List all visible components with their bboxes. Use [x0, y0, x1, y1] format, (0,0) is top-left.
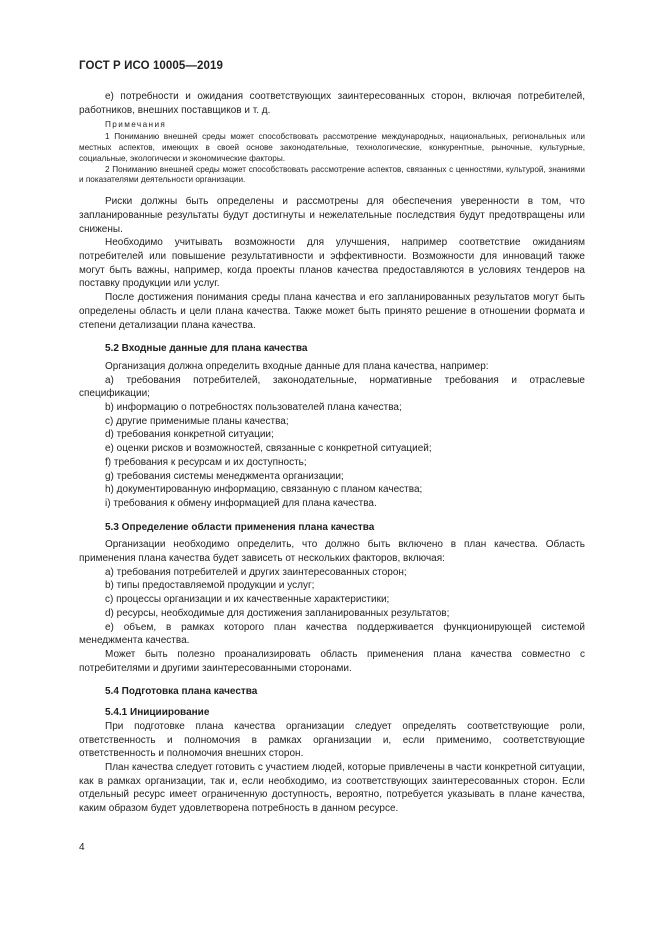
list-item: e) оценки рисков и возможностей, связанные с конкретной ситуацией;: [105, 443, 432, 455]
section-5-4-1-paragraph-1: При подготовке плана качества организации следует определять соответствующие роли, ответственность и полномочия в рамках организации и, если применимо, соответствующие ответственность и полномочия внешних сторон.: [79, 720, 585, 760]
list-item-e-stakeholders: e) потребности и ожидания соответствующих заинтересованных сторон, включая потребителей, работников, внешних поставщиков и т. д.: [79, 91, 585, 116]
notes-block: [79, 120, 585, 186]
page-number: 4: [79, 842, 85, 853]
list-item: b) информацию о потребностях пользователей плана качества;: [105, 402, 402, 414]
section-5-3-outro: Может быть полезно проанализировать область применения плана качества совместно с потребителями и другими заинтересованными сторонами.: [79, 648, 585, 674]
list-item: b) типы предоставляемой продукции и услуг;: [105, 580, 315, 592]
section-5-4-heading: 5.4 Подготовка плана качества: [105, 686, 258, 698]
section-5-2-intro: Организация должна определить входные данные для плана качества, например:: [105, 360, 489, 372]
section-5-3-intro: Организации необходимо определить, что должно быть включено в план качества. Область применения плана качества будет зависеть от нескольких факторов, включая:: [79, 539, 585, 565]
list-item: h) документированную информацию, связанную с планом качества;: [105, 484, 423, 496]
paragraph-opportunities: Необходимо учитывать возможности для улучшения, например соответствие ожиданиям потребителей или повышение результативности и эффективности. Возможности для инноваций также могут быть важны, например, когда проекты планов качества предоставляются в условиях тендеров на поставку продукции или услуг.: [79, 237, 585, 290]
list-item: g) требования системы менеджмента организации;: [105, 470, 344, 482]
page-content: [79, 90, 585, 816]
list-item: a) требования потребителей и других заинтересованных сторон;: [105, 566, 407, 578]
list-item: e) объем, в рамках которого план качества поддерживается функционирующей системой менеджмента качества.: [79, 621, 585, 647]
list-item: c) процессы организации и их качественные характеристики;: [105, 594, 390, 606]
paragraph-scope-goals: После достижения понимания среды плана качества и его запланированных результатов могут быть определены область и цели плана качества. Также может быть принято решение в отношении формата и степени детализации плана качества.: [79, 292, 585, 331]
note-2: 2 Пониманию внешней среды может способствовать рассмотрение аспектов, связанных с ценностями, культурой, знаниями и показателями деятельности организации.: [79, 164, 585, 185]
paragraph-risks: Риски должны быть определены и рассмотрены для обеспечения уверенности в том, что запланированные результаты будут достигнуты и нежелательные последствия будут предотвращены или снижены.: [79, 196, 585, 235]
list-item: d) требования конкретной ситуации;: [105, 429, 274, 441]
document-header: ГОСТ Р ИСО 10005—2019: [79, 60, 224, 72]
list-item: f) требования к ресурсам и их доступность;: [105, 456, 307, 468]
section-5-3-heading: 5.3 Определение области применения плана качества: [105, 521, 375, 533]
notes-title: Примечания: [105, 120, 167, 130]
list-item: d) ресурсы, необходимые для достижения запланированных результатов;: [105, 607, 450, 619]
section-5-4-1-paragraph-2: План качества следует готовить с участием людей, которые привлечены в части конкретной ситуации, как в рамках организации, так и, если необходимо, из соответствующих заинтересованных сторон. Если отдельный ресурс имеет ограниченную доступность, вероятно, потребуется указывать в плане качества, каким образом будет удовлетворена потребность в данном ресурсе.: [79, 761, 585, 815]
list-item: a) требования потребителей, законодательные, нормативные требования и отраслевые спецификации;: [79, 374, 585, 400]
list-item: i) требования к обмену информацией для плана качества.: [105, 497, 377, 509]
section-5-2-heading: 5.2 Входные данные для плана качества: [105, 343, 308, 355]
section-5-4-1-heading: 5.4.1 Инициирование: [105, 707, 210, 719]
note-1: 1 Пониманию внешней среды может способствовать рассмотрение международных, национальных, региональных или местных аспектов, имеющих в своей основе законодательные, технологические, конкурентные, рыночные, культурные, социальные, экологически и экономические факторы.: [79, 132, 585, 163]
list-item: c) другие применимые планы качества;: [105, 415, 289, 427]
